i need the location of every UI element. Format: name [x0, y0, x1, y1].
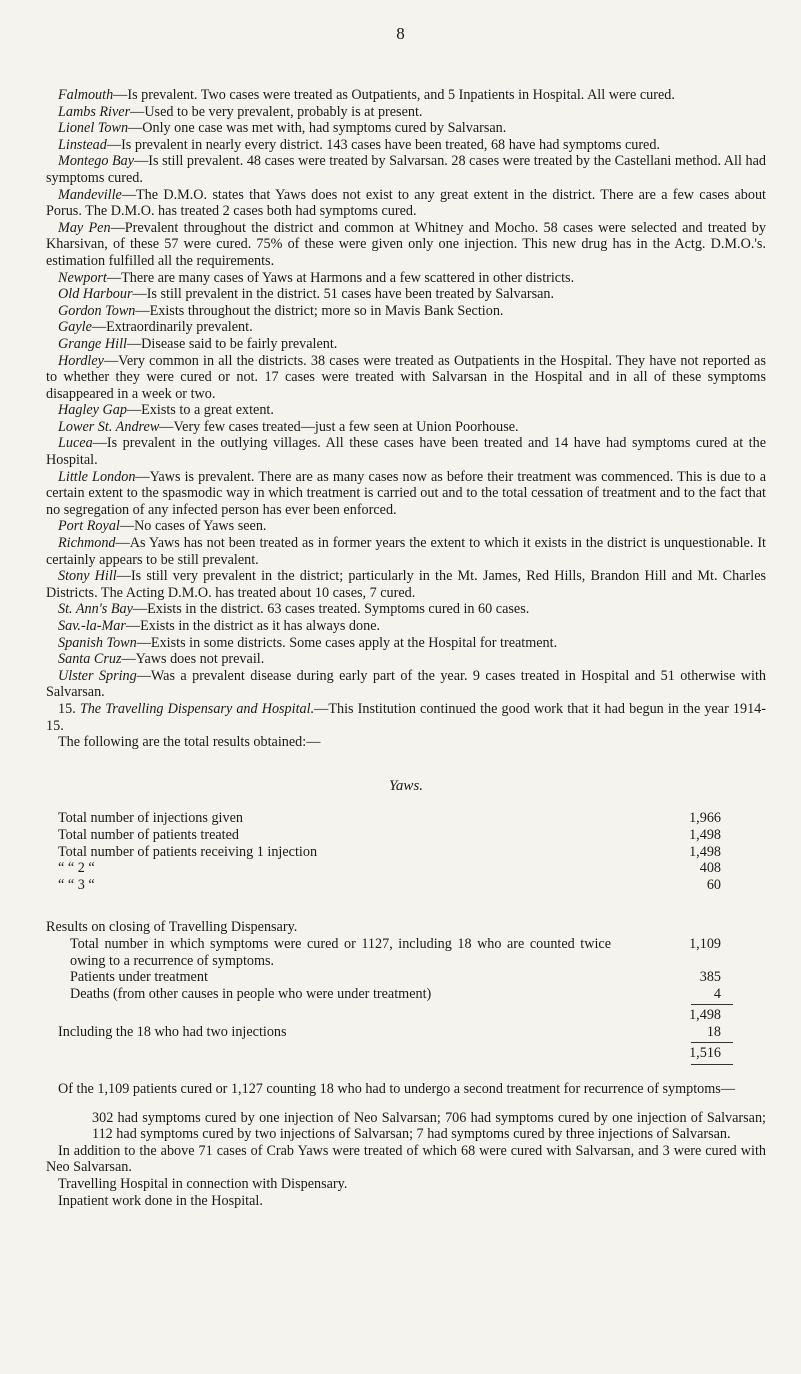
district-name: Old Harbour [58, 286, 133, 303]
district-paragraph [46, 137, 766, 154]
closing-detail: 302 had symptoms cured by one injection of Neo Salvarsan; 706 had symptoms cured by one injection of Salvarsan; 112 had symptoms cured by two injections of Salvarsan; 7 had symptoms cured by three injections of Salvarsan. [92, 1109, 766, 1143]
district-text: —Yaws does not prevail. [121, 651, 265, 668]
results-value: 1,109 [689, 935, 721, 952]
injections-table [58, 810, 721, 893]
district-name: Little London [58, 468, 136, 485]
district-name: Port Royal [58, 518, 120, 535]
injections-value: 1,966 [689, 810, 721, 827]
district-paragraphs [46, 87, 766, 701]
rule-3 [58, 1064, 733, 1065]
injections-row [58, 860, 721, 877]
district-name: Sav.-la-Mar [58, 618, 126, 634]
district-paragraph [46, 120, 766, 137]
district-text: —Is still prevalent in the district. 51 cases have been treated by Salvarsan. [132, 286, 555, 303]
district-paragraph [46, 601, 766, 618]
subtotal-row [58, 1007, 721, 1024]
district-name: Gordon Town [58, 302, 136, 319]
district-text: —Exists in the district as it has always done. [125, 618, 381, 634]
including-row [58, 1024, 721, 1041]
district-name: Stony Hill [58, 568, 117, 585]
district-text: —As Yaws has not been treated as in former years the extent to which it exists in the district is unquestionable. It certainly appears to be still prevalent. [46, 535, 766, 568]
injections-label: Total number of injections given [58, 810, 243, 827]
district-text: —Only one case was met with, had symptoms cured by Salvarsan. [128, 120, 507, 137]
page-number: 8 [396, 24, 405, 43]
district-text: —Extraordinarily prevalent. [91, 319, 253, 336]
district-text: —Very few cases treated—just a few seen at Union Poorhouse. [159, 418, 519, 435]
injections-value: 1,498 [689, 843, 721, 860]
results-row [70, 986, 721, 1003]
district-text: —Prevalent throughout the district and common at Whitney and Mocho. 58 cases were selected and treated by Kharsivan, of these 57 were cured. 75% of these were given only one injection. This new drug has in the Actg. D.M.O.'s. estimation fulfilled all the requirements. [46, 219, 766, 269]
district-name: Spanish Town [58, 634, 137, 651]
district-paragraph [46, 419, 766, 436]
district-name: Lucea [58, 435, 93, 452]
district-paragraph [46, 336, 766, 353]
district-paragraph [46, 469, 766, 519]
final-line-2: Inpatient work done in the Hospital. [58, 1192, 263, 1209]
rule-2 [58, 1042, 733, 1043]
injections-row [58, 877, 721, 894]
district-paragraph [46, 353, 766, 403]
results-label: Deaths (from other causes in people who were under treatment) [70, 985, 432, 1002]
district-text: —Was a prevalent disease during early part of the year. 9 cases treated in Hospital and 51 otherwise with Salvarsan. [46, 667, 766, 701]
district-name: Grange Hill [58, 335, 127, 352]
injections-row [58, 810, 721, 827]
results-label: Patients under treatment [70, 969, 208, 986]
closing-intro: Of the 1,109 patients cured or 1,127 counting 18 who had to undergo a second treatment for recurrence of symptoms— [58, 1081, 736, 1098]
district-text: —Is prevalent in nearly every district. 143 cases have been treated, 68 have had symptoms cured. [106, 136, 660, 153]
district-paragraph [46, 303, 766, 320]
district-paragraph [46, 568, 766, 601]
section-15-paragraph [46, 701, 766, 734]
district-text: —Yaws is prevalent. There are as many cases now as before their treatment was commenced. This is due to a certain extent to the spasmodic way in which treatment is carried out and to the total cessation of treatment and to the fact that no segregation of any infected person has ever been enforced. [46, 468, 766, 518]
district-name: Santa Cruz [58, 651, 122, 668]
district-paragraph [46, 518, 766, 535]
rule-1 [58, 1004, 733, 1005]
district-name: Hordley [58, 352, 104, 369]
district-text: —Exists in some districts. Some cases apply at the Hospital for treatment. [136, 634, 558, 651]
district-paragraph [46, 270, 766, 287]
injections-value: 408 [699, 860, 721, 877]
results-row [70, 936, 721, 969]
district-text: —The D.M.O. states that Yaws does not exist to any great extent in the district. There are a few cases about Porus. The D.M.O. has treated 2 cases both had symptoms cured. [46, 186, 766, 220]
district-text: —Exists throughout the district; more so in Mavis Bank Section. [135, 302, 504, 319]
final-line-1: Travelling Hospital in connection with Dispensary. [58, 1176, 348, 1193]
district-text: —There are many cases of Yaws at Harmons and a few scattered in other districts. [106, 269, 575, 286]
injections-value: 60 [706, 876, 721, 893]
results-row [70, 969, 721, 986]
injections-value: 1,498 [689, 826, 721, 843]
district-name: Lionel Town [58, 120, 129, 137]
district-name: Mandeville [58, 186, 122, 203]
district-paragraph [46, 535, 766, 568]
injections-row [58, 844, 721, 861]
injections-row [58, 827, 721, 844]
results-value: 4 [713, 985, 721, 1002]
grand-total-value: 1,516 [689, 1045, 721, 1062]
district-paragraph [46, 402, 766, 419]
district-paragraph [46, 220, 766, 270]
district-name: St. Ann's Bay [58, 601, 133, 618]
yaws-title: Yaws. [388, 777, 424, 794]
injections-label: Total number of patients receiving 1 injection [58, 843, 318, 860]
district-name: Montego Bay [58, 153, 135, 170]
section-15-text: —This Institution continued the good work that it had begun in the year 1914-15. [46, 700, 766, 734]
section-15-lead: The following are the total results obtained:— [58, 734, 321, 751]
district-text: —Is still very prevalent in the district; particularly in the Mt. James, Red Hills, Brandon Hill and Mt. Charles Districts. The Acting D.M.O. has treated about 10 cases, 7 cured. [46, 568, 767, 601]
district-text: —Exists to a great extent. [126, 402, 274, 419]
injections-label: “ “ 2 “ [58, 860, 95, 877]
section-15-title: The Travelling Dispensary and Hospital. [79, 700, 315, 717]
including-value: 18 [706, 1023, 721, 1040]
district-text: —Used to be very prevalent, probably is at present. [130, 103, 423, 120]
injections-label: “ “ 3 “ [58, 876, 95, 893]
district-paragraph [46, 435, 766, 468]
results-value: 385 [699, 969, 721, 986]
district-text: —Very common in all the districts. 38 cases were treated as Outpatients in the Hospital. They have not reported as to whether they were cured or not. 17 cases were treated with Salvarsan in the Hospital and in all of these symptoms disappeared in a week or two. [46, 352, 766, 402]
document-body [46, 87, 766, 1209]
district-text: —Disease said to be fairly prevalent. [126, 335, 338, 352]
district-text: —Is prevalent. Two cases were treated as Outpatients, and 5 Inpatients in Hospital. All were cured. [113, 87, 675, 103]
district-name: Lower St. Andrew [58, 418, 160, 435]
district-text: —Is prevalent in the outlying villages. All these cases have been treated and 14 have had symptoms cured at the Hospital. [46, 435, 766, 469]
district-paragraph [46, 286, 766, 303]
crab-yaws-note: In addition to the above 71 cases of Crab Yaws were treated of which 68 were cured with Salvarsan, and 3 were cured with Neo Salvarsan. [46, 1142, 766, 1176]
district-paragraph [46, 187, 766, 220]
district-paragraph [46, 319, 766, 336]
results-heading: Results on closing of Travelling Dispensary. [46, 919, 298, 936]
district-paragraph [46, 668, 766, 701]
district-paragraph [46, 618, 766, 635]
subtotal-value: 1,498 [689, 1007, 721, 1024]
district-text: —Is still prevalent. 48 cases were treated by Salvarsan. 28 cases were treated by the Castellani method. All had symptoms cured. [46, 153, 766, 186]
district-paragraph [46, 651, 766, 668]
grand-total-row [58, 1045, 721, 1062]
results-table [70, 936, 721, 1002]
injections-label: Total number of patients treated [58, 826, 240, 843]
district-name: Richmond [58, 535, 116, 552]
district-name: May Pen [58, 219, 111, 236]
district-text: —No cases of Yaws seen. [119, 518, 267, 535]
district-paragraph [46, 104, 766, 121]
section-15-number: 15. [58, 700, 76, 717]
including-label: Including the 18 who had two injections [58, 1023, 287, 1040]
district-paragraph [46, 635, 766, 652]
district-text: —Exists in the district. 63 cases treated. Symptoms cured in 60 cases. [132, 601, 530, 618]
district-name: Lambs River [58, 103, 131, 120]
district-paragraph [46, 153, 766, 186]
district-name: Ulster Spring [58, 667, 137, 684]
district-name: Falmouth [58, 87, 114, 103]
district-name: Linstead [58, 136, 107, 153]
district-name: Hagley Gap [58, 402, 127, 419]
district-name: Newport [58, 269, 107, 286]
results-label: Total number in which symptoms were cured or 1127, including 18 who are counted twice owing to a recurrence of symptoms. [70, 935, 611, 969]
district-name: Gayle [58, 319, 92, 336]
district-paragraph [46, 87, 766, 104]
